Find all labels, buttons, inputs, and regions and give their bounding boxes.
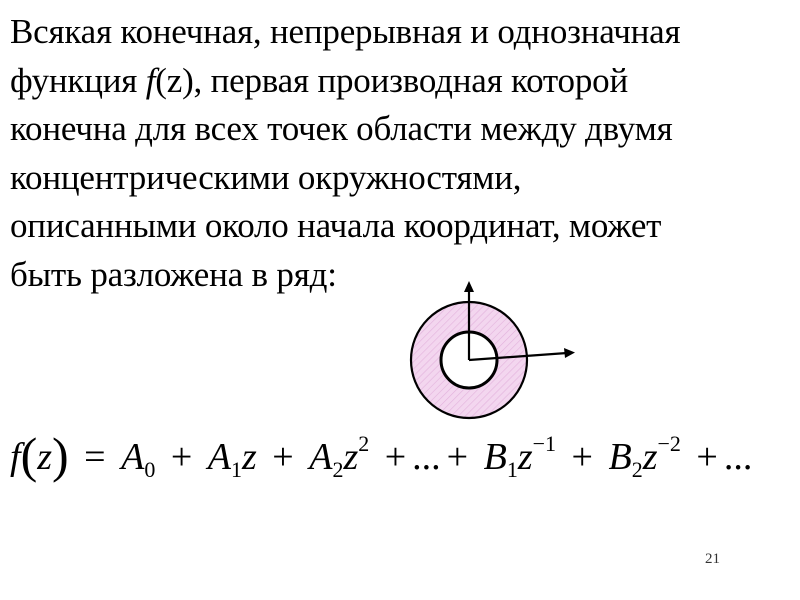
formula-lhs-function: f	[10, 436, 21, 478]
horizontal-axis-arrowhead-icon	[564, 348, 575, 358]
formula-term-a2: A	[309, 436, 333, 478]
page-number: 21	[705, 551, 720, 567]
formula-term-a1-subscript: 1	[230, 457, 242, 482]
formula-plus: +	[571, 436, 593, 478]
text-line-1: Всякая конечная, непрерывная и однозначная	[10, 12, 681, 51]
formula-plus: +	[272, 436, 294, 478]
text-line-2-end: , первая производная которой	[193, 60, 628, 100]
annulus-diagram	[405, 278, 585, 423]
formula-term-a2-variable: z	[343, 436, 359, 478]
formula-ellipsis: ...	[412, 436, 441, 478]
function-symbol: f	[145, 60, 156, 100]
formula-term-a0-subscript: 0	[144, 457, 156, 482]
formula-lhs-variable: z	[37, 436, 53, 478]
formula-term-b1-exponent: −1	[532, 431, 557, 456]
text-line-4: концентрическими окружностями,	[10, 157, 522, 197]
formula-lhs-right-paren: )	[52, 427, 69, 483]
formula-lhs-left-paren: (	[20, 427, 38, 483]
formula-term-a0: A	[121, 436, 145, 478]
text-line-2-start: функция	[10, 60, 146, 100]
laurent-series-formula	[10, 420, 800, 490]
formula-plus: +	[446, 436, 469, 478]
slide-body-text	[10, 8, 790, 299]
function-argument: (z)	[155, 60, 194, 100]
text-line-2	[10, 57, 790, 106]
formula-term-b1-variable: z	[517, 436, 533, 478]
formula-term-a2-subscript: 2	[332, 457, 344, 482]
formula-equals: =	[84, 436, 106, 478]
formula-plus: +	[170, 436, 193, 478]
formula-term-b1: B	[483, 436, 507, 478]
formula-term-a1: A	[207, 436, 231, 478]
formula-ellipsis: ...	[723, 436, 753, 478]
text-line-3: конечна для всех точек области между двумя	[10, 109, 673, 148]
formula-plus: +	[384, 436, 407, 478]
text-line-5: описанными около начала координат, может	[10, 206, 662, 245]
formula-term-a2-exponent: 2	[358, 431, 370, 456]
formula-term-a1-variable: z	[241, 436, 257, 478]
formula-term-b2-exponent: −2	[657, 431, 681, 456]
formula-plus: +	[696, 436, 718, 478]
vertical-axis-arrowhead-icon	[464, 281, 474, 292]
formula-term-b2-variable: z	[642, 436, 658, 478]
formula-term-b1-subscript: 1	[506, 457, 518, 482]
text-line-6: быть разложена в ряд:	[10, 254, 337, 294]
formula-term-b2-subscript: 2	[631, 457, 643, 482]
formula-term-b2: B	[608, 436, 632, 478]
